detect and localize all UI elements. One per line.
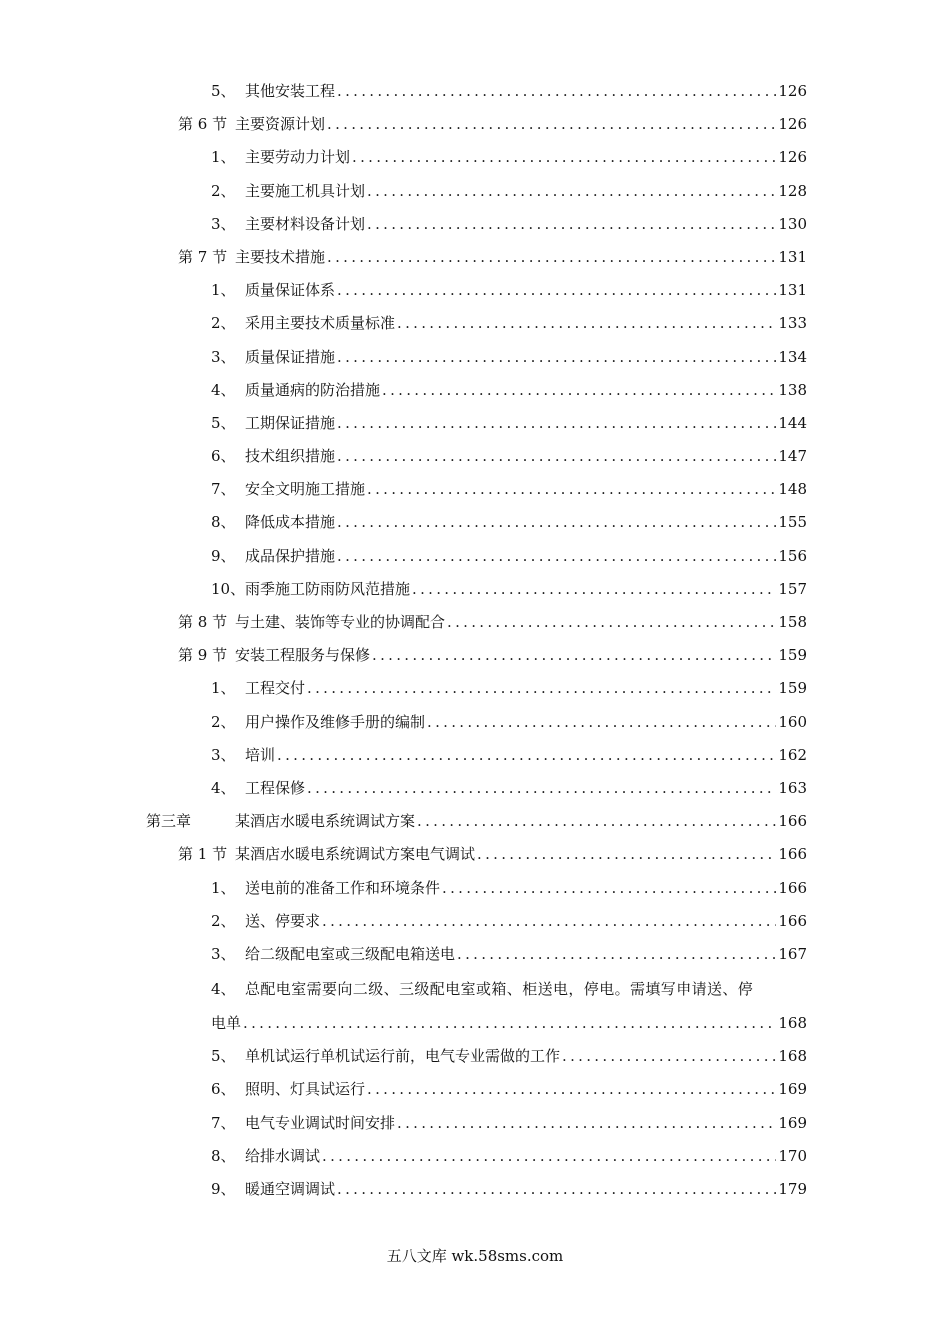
toc-entry-page-number: 158 xyxy=(778,613,807,631)
toc-entry-page-number: 148 xyxy=(778,480,807,499)
toc-entry-number: 5、 xyxy=(211,1047,236,1066)
dot-leader xyxy=(327,108,776,141)
toc-entry-number: 10、 xyxy=(211,579,246,598)
toc-entry[interactable] xyxy=(0,473,950,506)
toc-entry-long[interactable] xyxy=(0,971,950,1007)
toc-entry-number: 2、 xyxy=(211,314,236,333)
toc-entry-title: 电气专业调试时间安排 xyxy=(245,1113,396,1132)
toc-entry-number: 第 8 节 xyxy=(178,613,228,631)
toc-entry-title-line1: 总配电室需要向二级、三级配电室或箱、柜送电，停电。需填写申请送、停 xyxy=(245,980,754,999)
toc-entry-title: 工程保修 xyxy=(245,778,306,797)
dot-leader xyxy=(243,1007,776,1040)
toc-entry-page-number: 168 xyxy=(778,1014,807,1033)
toc-entry-page-number: 168 xyxy=(778,1047,807,1066)
toc-entry[interactable] xyxy=(0,141,950,174)
dot-leader xyxy=(337,440,776,473)
toc-entry-number: 7、 xyxy=(211,1113,236,1132)
toc-entry-page-number: 144 xyxy=(778,413,807,432)
toc-entry-title: 某酒店水暖电系统调试方案 xyxy=(235,812,416,831)
toc-entry-title: 给二级配电室或三级配电箱送电 xyxy=(245,944,456,963)
toc-entry-number: 1、 xyxy=(211,281,236,300)
toc-entry-title: 送、停要求 xyxy=(245,911,321,930)
toc-entry-page-number: 131 xyxy=(778,247,807,266)
toc-entry-page-number: 167 xyxy=(778,944,807,963)
dot-leader xyxy=(327,241,776,274)
toc-entry[interactable] xyxy=(0,1040,950,1073)
toc-entry[interactable] xyxy=(0,672,950,705)
toc-entry-number: 3、 xyxy=(211,347,236,366)
toc-entry-number: 2、 xyxy=(211,181,236,200)
toc-entry-number: 第 6 节 xyxy=(178,115,228,134)
toc-entry-number: 1、 xyxy=(211,148,236,167)
toc-entry-page-number: 166 xyxy=(778,845,807,864)
toc-entry-title: 培训 xyxy=(245,745,276,764)
toc-entry[interactable] xyxy=(0,938,950,971)
toc-entry-number: 4、 xyxy=(211,380,236,399)
dot-leader xyxy=(337,540,776,573)
toc-entry[interactable] xyxy=(0,872,950,905)
toc-entry-title: 送电前的准备工作和环境条件 xyxy=(245,878,441,897)
footer-watermark: 五八文库 wk.58sms.com xyxy=(386,1247,564,1265)
toc-entry-page-number: 159 xyxy=(778,646,807,665)
toc-entry-title: 技术组织措施 xyxy=(245,447,336,466)
dot-leader xyxy=(417,805,776,838)
toc-entry-long-continuation[interactable] xyxy=(0,1007,950,1040)
toc-entry-title: 质量通病的防治措施 xyxy=(245,380,381,399)
dot-leader xyxy=(337,75,776,108)
toc-entry-page-number: 147 xyxy=(778,447,807,466)
toc-entry-title: 安全文明施工措施 xyxy=(245,480,366,499)
toc-entry-number: 第 9 节 xyxy=(178,646,228,665)
toc-entry[interactable] xyxy=(0,805,950,838)
dot-leader xyxy=(367,175,776,208)
toc-entry-number: 5、 xyxy=(211,413,236,432)
toc-entry-title: 质量保证体系 xyxy=(245,281,336,300)
dot-leader xyxy=(337,1173,776,1206)
toc-entry-page-number: 162 xyxy=(778,745,807,764)
toc-entry-number: 第 7 节 xyxy=(178,247,228,266)
toc-entry-page-number: 163 xyxy=(778,778,807,797)
toc-entry-page-number: 157 xyxy=(778,579,807,598)
toc-entry-number: 6、 xyxy=(211,447,236,466)
toc-entry[interactable] xyxy=(0,1140,950,1173)
dot-leader xyxy=(477,838,776,871)
toc-entry[interactable] xyxy=(0,1173,950,1206)
toc-entry-number: 6、 xyxy=(211,1080,236,1099)
toc-entry[interactable] xyxy=(0,108,950,141)
dot-leader xyxy=(352,141,776,174)
toc-entry-number: 2、 xyxy=(211,911,236,930)
toc-entry-page-number: 169 xyxy=(778,1113,807,1132)
toc-entry-number: 3、 xyxy=(211,944,236,963)
toc-entry-page-number: 131 xyxy=(778,281,807,300)
toc-entry-title: 其他安装工程 xyxy=(245,82,336,100)
toc-entry-number: 2、 xyxy=(211,712,236,731)
toc-entry-page-number: 130 xyxy=(778,214,807,233)
dot-leader xyxy=(397,307,776,340)
toc-entry-number: 4、 xyxy=(211,980,236,999)
toc-entry[interactable] xyxy=(0,341,950,374)
dot-leader xyxy=(307,672,776,705)
toc-entry-title: 主要劳动力计划 xyxy=(245,148,351,167)
toc-entry-number: 4、 xyxy=(211,778,236,797)
dot-leader xyxy=(337,274,776,307)
toc-entry-page-number: 166 xyxy=(778,812,807,831)
toc-entry-page-number: 160 xyxy=(778,712,807,731)
toc-entry-page-number: 166 xyxy=(778,911,807,930)
toc-entry-page-number: 170 xyxy=(778,1146,807,1165)
toc-entry[interactable] xyxy=(0,1073,950,1106)
toc-entry-page-number: 133 xyxy=(778,314,807,333)
toc-entry-page-number: 166 xyxy=(778,878,807,897)
toc-entry-number: 9、 xyxy=(211,546,236,565)
toc-entry-title: 某酒店水暖电系统调试方案电气调试 xyxy=(235,845,476,864)
toc-entry-number: 第三章 xyxy=(146,812,192,831)
toc-entry-title: 主要技术措施 xyxy=(235,247,326,266)
toc-entry-title: 降低成本措施 xyxy=(245,513,336,532)
toc-entry-number: 5、 xyxy=(211,82,236,100)
dot-leader xyxy=(372,639,776,672)
toc-entry-number: 7、 xyxy=(211,480,236,499)
toc-entry[interactable] xyxy=(0,274,950,307)
toc-entry-title: 照明、灯具试运行 xyxy=(245,1080,366,1099)
toc-entry-number: 1、 xyxy=(211,679,236,698)
dot-leader xyxy=(322,905,776,938)
toc-entry[interactable] xyxy=(0,307,950,340)
dot-leader xyxy=(337,341,776,374)
table-of-contents xyxy=(0,75,950,1206)
toc-entry-page-number: 138 xyxy=(778,380,807,399)
toc-entry-title: 安装工程服务与保修 xyxy=(235,646,371,665)
toc-entry-title: 给排水调试 xyxy=(245,1146,321,1165)
dot-leader xyxy=(457,938,776,971)
toc-entry[interactable] xyxy=(0,175,950,208)
toc-entry[interactable] xyxy=(0,540,950,573)
toc-entry-title: 质量保证措施 xyxy=(245,347,336,366)
dot-leader xyxy=(427,706,776,739)
toc-entry-number: 3、 xyxy=(211,745,236,764)
toc-entry-page-number: 159 xyxy=(778,679,807,698)
toc-entry-number: 8、 xyxy=(211,1146,236,1165)
toc-entry[interactable] xyxy=(0,905,950,938)
toc-entry-title: 雨季施工防雨防风范措施 xyxy=(245,579,411,598)
dot-leader xyxy=(412,573,776,606)
toc-entry-title: 工期保证措施 xyxy=(245,413,336,432)
toc-entry[interactable] xyxy=(0,440,950,473)
dot-leader xyxy=(382,374,776,407)
dot-leader xyxy=(447,606,776,639)
toc-entry-page-number: 126 xyxy=(778,148,807,167)
toc-entry[interactable] xyxy=(0,739,950,772)
toc-entry-title: 主要资源计划 xyxy=(235,115,326,134)
dot-leader xyxy=(367,1073,776,1106)
toc-entry-title: 用户操作及维修手册的编制 xyxy=(245,712,426,731)
toc-entry[interactable] xyxy=(0,75,950,108)
toc-entry-number: 8、 xyxy=(211,513,236,532)
toc-entry-page-number: 128 xyxy=(778,181,807,200)
dot-leader xyxy=(307,772,776,805)
toc-entry[interactable] xyxy=(0,573,950,606)
dot-leader xyxy=(397,1107,776,1140)
dot-leader xyxy=(322,1140,776,1173)
dot-leader xyxy=(337,506,776,539)
dot-leader xyxy=(442,872,776,905)
toc-entry-title: 主要施工机具计划 xyxy=(245,181,366,200)
toc-entry[interactable] xyxy=(0,1107,950,1140)
toc-entry[interactable] xyxy=(0,506,950,539)
dot-leader xyxy=(562,1040,776,1073)
toc-entry-number: 第 1 节 xyxy=(178,845,228,864)
toc-entry[interactable] xyxy=(0,374,950,407)
toc-entry-page-number: 134 xyxy=(778,347,807,366)
toc-entry[interactable] xyxy=(0,407,950,440)
toc-entry-title-line2: 电单 xyxy=(211,1014,242,1033)
toc-entry-page-number: 155 xyxy=(778,513,807,532)
toc-entry[interactable] xyxy=(0,241,950,274)
toc-entry-title: 主要材料设备计划 xyxy=(245,214,366,233)
toc-entry[interactable] xyxy=(0,772,950,805)
toc-entry-page-number: 169 xyxy=(778,1080,807,1099)
toc-entry[interactable] xyxy=(0,838,950,871)
toc-entry-title: 暖通空调调试 xyxy=(245,1180,336,1198)
dot-leader xyxy=(367,473,776,506)
dot-leader xyxy=(277,739,776,772)
toc-entry-page-number: 179 xyxy=(778,1180,807,1198)
toc-entry-number: 3、 xyxy=(211,214,236,233)
toc-entry-title: 工程交付 xyxy=(245,679,306,698)
toc-entry[interactable] xyxy=(0,606,950,639)
toc-entry[interactable] xyxy=(0,639,950,672)
toc-entry-page-number: 126 xyxy=(778,115,807,134)
toc-entry-number: 1、 xyxy=(211,878,236,897)
toc-entry-title: 与土建、装饰等专业的协调配合 xyxy=(235,613,446,631)
toc-entry-page-number: 126 xyxy=(778,82,807,100)
toc-entry-page-number: 156 xyxy=(778,546,807,565)
dot-leader xyxy=(337,407,776,440)
toc-entry-title: 单机试运行单机试运行前，电气专业需做的工作 xyxy=(245,1047,561,1066)
dot-leader xyxy=(367,208,776,241)
toc-entry[interactable] xyxy=(0,706,950,739)
toc-entry-title: 采用主要技术质量标准 xyxy=(245,314,396,333)
toc-entry[interactable] xyxy=(0,208,950,241)
toc-entry-number: 9、 xyxy=(211,1180,236,1198)
toc-entry-title: 成品保护措施 xyxy=(245,546,336,565)
